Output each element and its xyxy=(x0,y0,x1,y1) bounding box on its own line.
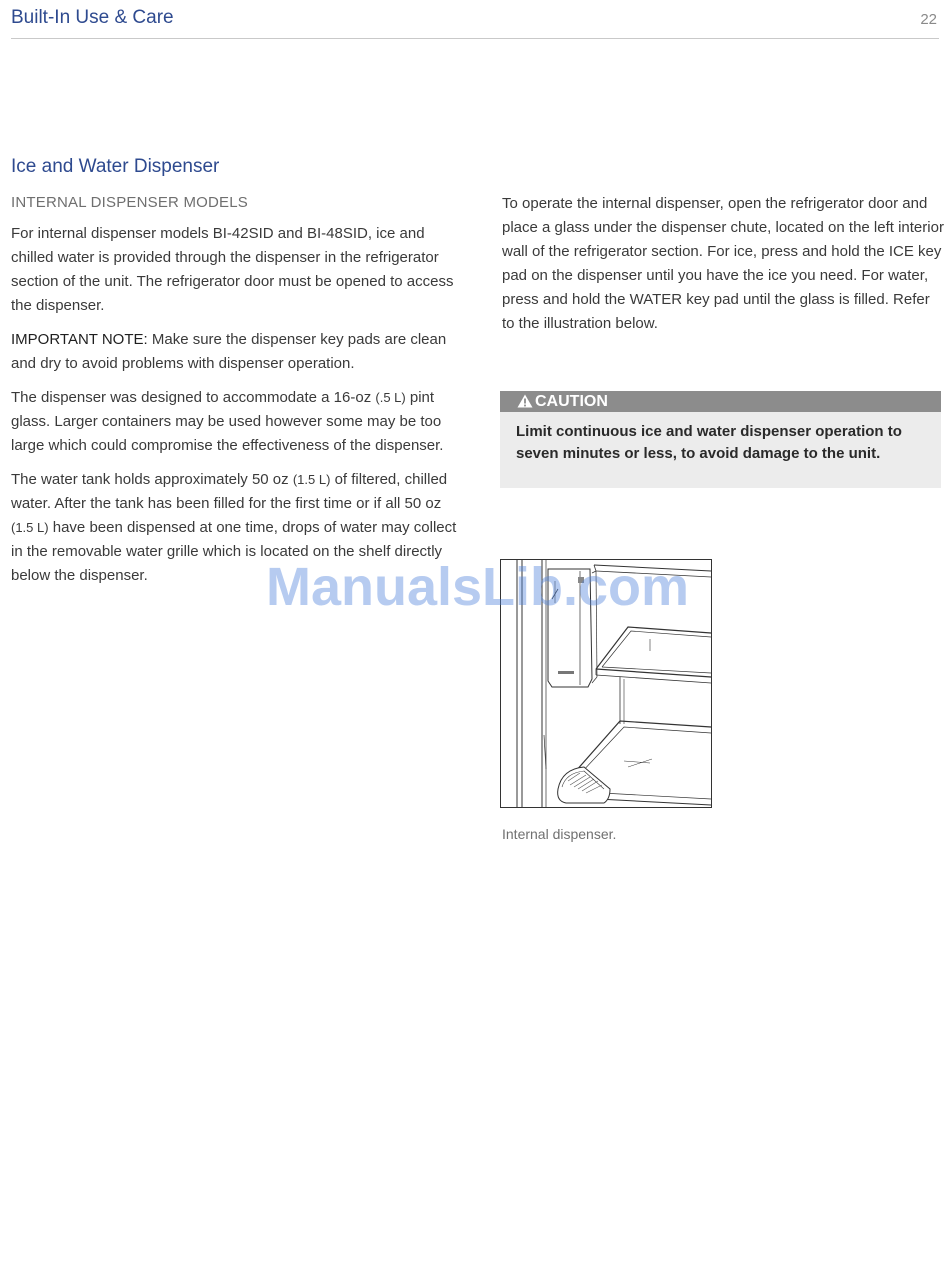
section-title: Ice and Water Dispenser xyxy=(11,156,220,177)
paragraph-water-tank: The water tank holds approximately 50 oz (1.5 L) of filtered, chilled water. After the tank has been filled for the first time or if all 50 oz (1.5 L) have been dispensed at one time, drops of water may collect in the removable water grille which is located on the shelf directly below the dispenser. xyxy=(11,471,457,584)
important-note-label: IMPORTANT NOTE: xyxy=(11,331,148,348)
subheading: INTERNAL DISPENSER MODELS xyxy=(11,194,248,211)
watermark: ManualsLib.com xyxy=(266,557,690,617)
paragraph-models: For internal dispenser models BI-42SID and BI-48SID, ice and chilled water is provided through the dispenser in the refrigerator section of the unit. The refrigerator door must be opened to access the dispenser. xyxy=(11,225,454,314)
warning-triangle-icon xyxy=(517,394,533,408)
header-divider xyxy=(11,38,939,39)
caution-text: Limit continuous ice and water dispenser operation to seven minutes or less, to avoid damage to the unit. xyxy=(516,423,902,462)
figure-caption: Internal dispenser. xyxy=(502,826,617,842)
caution-header xyxy=(500,391,941,412)
right-column xyxy=(502,192,946,346)
header-title: Built-In Use & Care xyxy=(11,7,174,28)
caution-box xyxy=(500,391,941,488)
caution-label: CAUTION xyxy=(535,393,608,410)
paragraph-important-note: IMPORTANT NOTE: Make sure the dispenser key pads are clean and dry to avoid problems with dispenser operation. xyxy=(11,331,447,372)
paragraph-operation: To operate the internal dispenser, open the refrigerator door and place a glass under the dispenser chute, located on the left interior wall of the refrigerator section. For ice, press and hold the ICE key pad on the dispenser until you have the ice you need. For water, press and hold the WATER key pad until the glass is filled. Refer to the illustration below. xyxy=(502,195,944,332)
paragraph-glass-size: The dispenser was designed to accommodate a 16-oz (.5 L) pint glass. Larger containers may be used however some may be too large which could compromise the effectiveness of the dispenser. xyxy=(11,389,444,454)
page-number: 22 xyxy=(920,11,937,28)
left-column xyxy=(11,192,461,598)
